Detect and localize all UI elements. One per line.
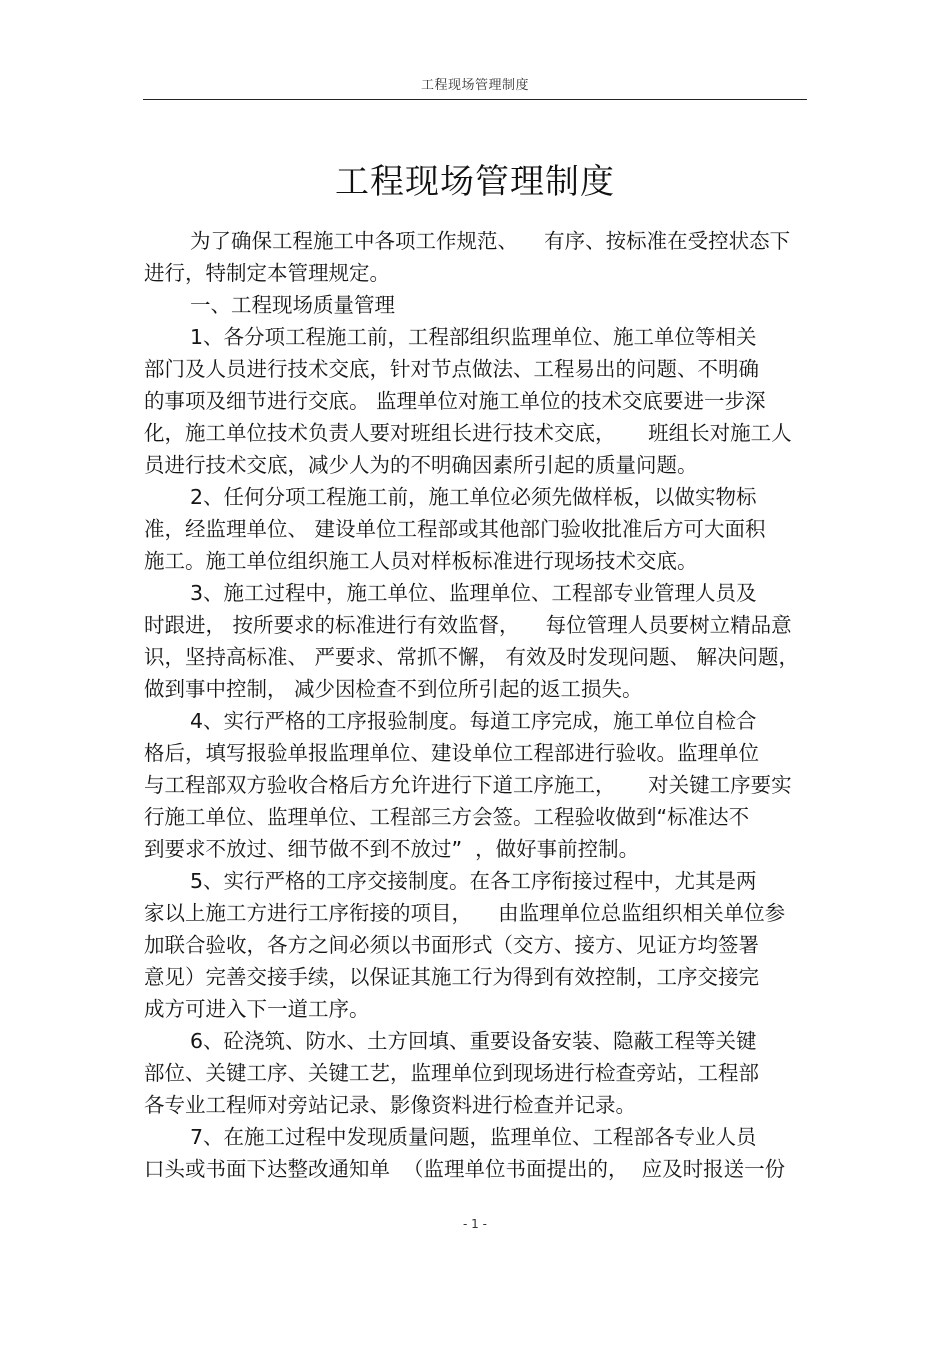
text-line: 各专业工程师对旁站记录、影像资料进行检查并记录。 — [144, 1093, 636, 1117]
text-line: 进行，特制定本管理规定。 — [144, 261, 390, 285]
text-line: 6、砼浇筑、防水、土方回填、重要设备安装、隐蔽工程等关键 — [190, 1029, 757, 1053]
text-line: 到要求不放过、细节做不到不放过” ，做好事前控制。 — [144, 837, 640, 861]
text-line: 加联合验收，各方之间必须以书面形式（交方、接方、见证方均签署 — [144, 933, 759, 957]
text-line: 做到事中控制， 减少因检查不到位所引起的返工损失。 — [144, 677, 643, 701]
text-line: 口头或书面下达整改通知单 （监理单位书面提出的， 应及时报送一份 — [144, 1157, 786, 1181]
text-line: 成方可进入下一道工序。 — [144, 997, 370, 1021]
text-line: 的事项及细节进行交底。 监理单位对施工单位的技术交底要进一步深 — [144, 389, 766, 413]
header-rule — [143, 99, 807, 100]
text-line: 部位、关键工序、关键工艺，监理单位到现场进行检查旁站，工程部 — [144, 1061, 759, 1085]
text-line: 为了确保工程施工中各项工作规范、 有序、按标准在受控状态下 — [190, 229, 791, 253]
body-text — [144, 225, 804, 1185]
text-line: 2、任何分项工程施工前，施工单位必须先做样板，以做实物标 — [190, 485, 757, 509]
running-header: 工程现场管理制度 — [420, 78, 529, 93]
text-line: 识，坚持高标准、 严要求、常抓不懈， 有效及时发现问题、 解决问题， — [144, 645, 800, 669]
text-line: 家以上施工方进行工序衔接的项目， 由监理单位总监组织相关单位参 — [144, 901, 786, 925]
text-line: 员进行技术交底，减少人为的不明确因素所引起的质量问题。 — [144, 453, 698, 477]
document-title: 工程现场管理制度 — [335, 162, 615, 202]
text-line: 与工程部双方验收合格后方允许进行下道工序施工， 对关键工序要实 — [144, 773, 792, 797]
page-number: - 1 - — [463, 1217, 487, 1231]
text-line: 施工。施工单位组织施工人员对样板标准进行现场技术交底。 — [144, 549, 698, 573]
text-line: 3、施工过程中，施工单位、监理单位、工程部专业管理人员及 — [190, 581, 757, 605]
text-line: 1、各分项工程施工前，工程部组织监理单位、施工单位等相关 — [190, 325, 757, 349]
text-line: 一、工程现场质量管理 — [190, 293, 395, 317]
text-line: 格后，填写报验单报监理单位、建设单位工程部进行验收。监理单位 — [144, 741, 759, 765]
text-line: 意见）完善交接手续，以保证其施工行为得到有效控制，工序交接完 — [144, 965, 759, 989]
text-line: 时跟进， 按所要求的标准进行有效监督， 每位管理人员要树立精品意 — [144, 613, 792, 637]
text-line: 准，经监理单位、 建设单位工程部或其他部门验收批准后方可大面积 — [144, 517, 766, 541]
text-line: 行施工单位、监理单位、工程部三方会签。工程验收做到“标准达不 — [144, 805, 750, 829]
text-line: 部门及人员进行技术交底，针对节点做法、工程易出的问题、不明确 — [144, 357, 759, 381]
text-line: 化，施工单位技术负责人要对班组长进行技术交底， 班组长对施工人 — [144, 421, 792, 445]
text-line: 5、实行严格的工序交接制度。在各工序衔接过程中，尤其是两 — [190, 869, 757, 893]
text-line: 4、实行严格的工序报验制度。每道工序完成，施工单位自检合 — [190, 709, 757, 733]
text-line: 7、在施工过程中发现质量问题，监理单位、工程部各专业人员 — [190, 1125, 757, 1149]
